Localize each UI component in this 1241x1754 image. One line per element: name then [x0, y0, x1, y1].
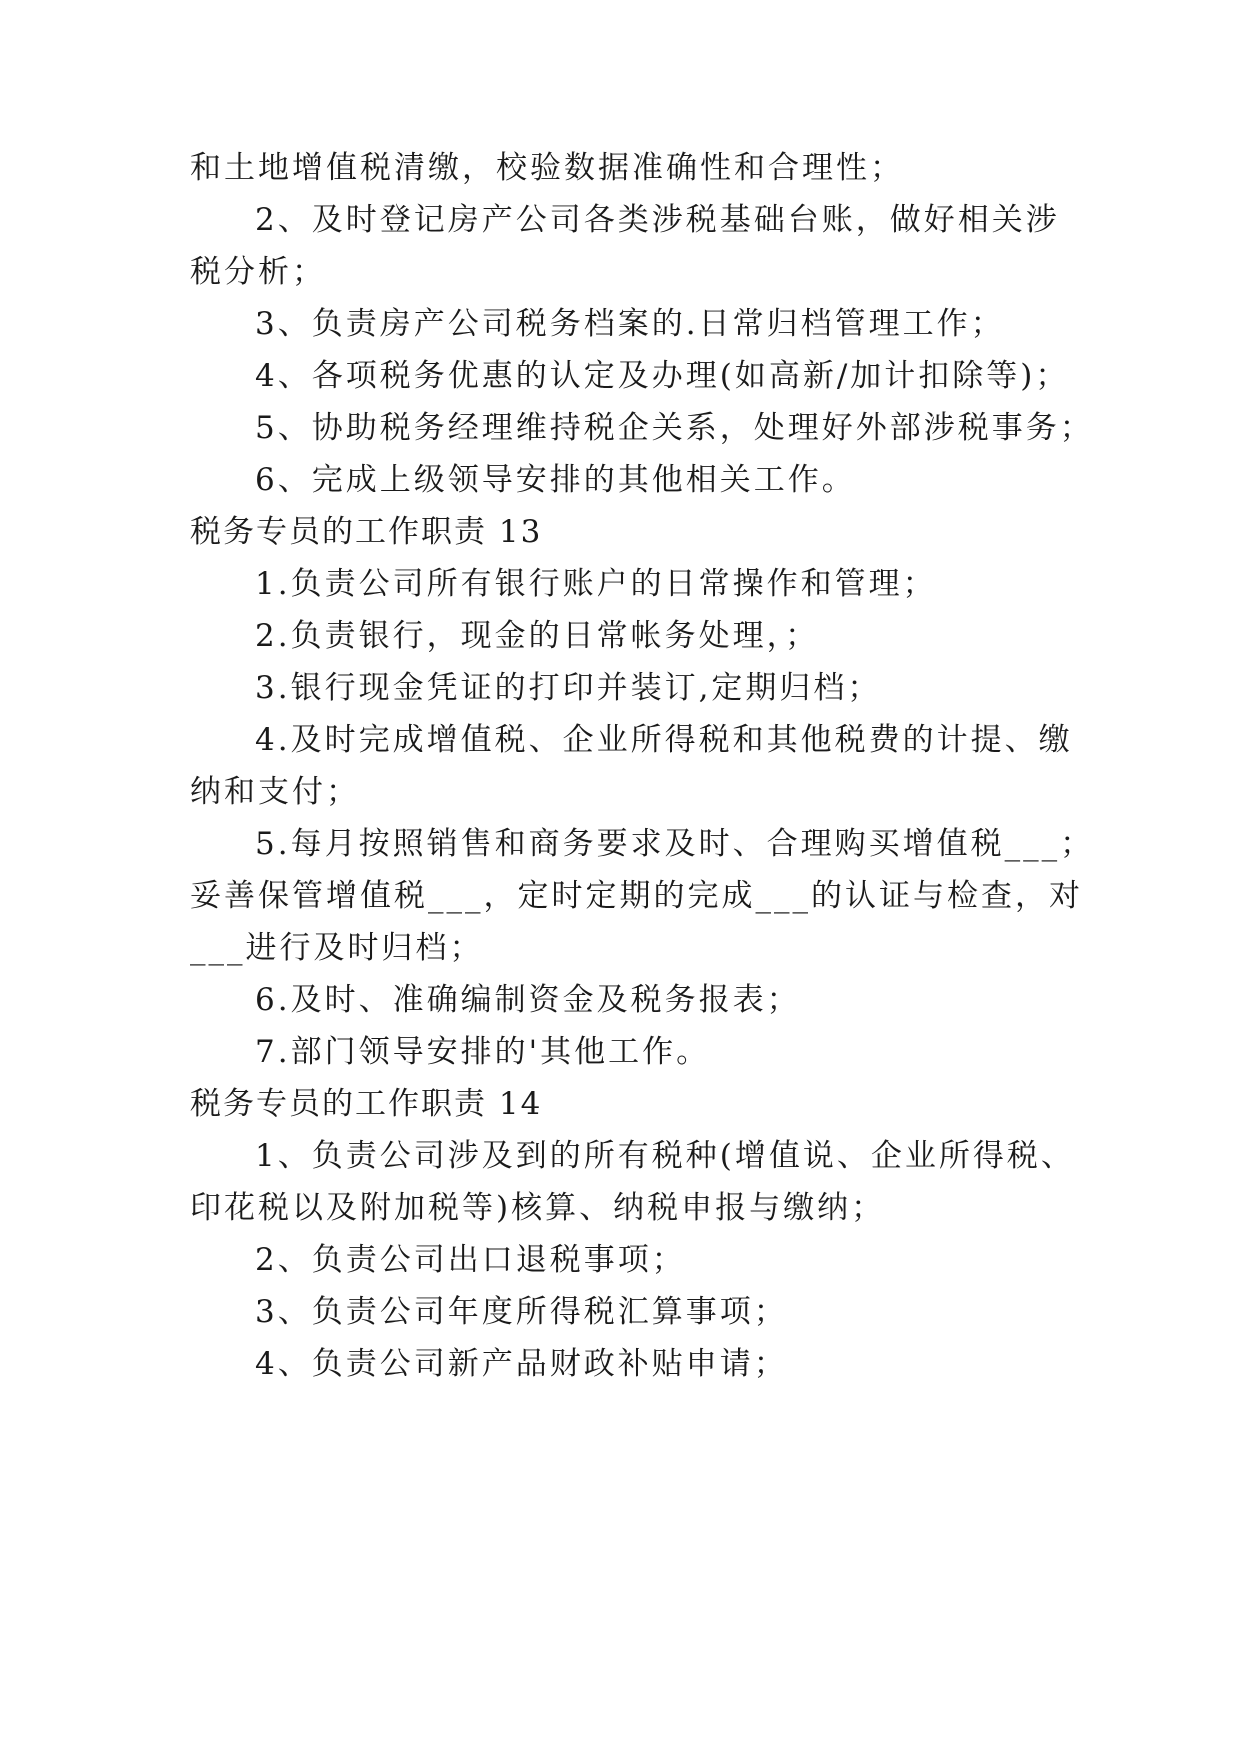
list-item: 2、负责公司出口退税事项； — [255, 1242, 686, 1278]
list-item: 1、负责公司涉及到的所有税种(增值说、企业所得税、 — [255, 1138, 1075, 1174]
text-line: 纳和支付； — [190, 774, 360, 810]
list-item: 3、负责房产公司税务档案的.日常归档管理工作； — [255, 306, 1005, 342]
list-item: 1.负责公司所有银行账户的日常操作和管理； — [255, 566, 937, 602]
list-item: 7.部门领导安排的'其他工作。 — [255, 1034, 711, 1070]
list-item: 6.及时、准确编制资金及税务报表； — [255, 982, 801, 1018]
list-item: 2、及时登记房产公司各类涉税基础台账，做好相关涉 — [255, 202, 1060, 238]
section-heading: 税务专员的工作职责 13 — [190, 514, 543, 550]
list-item: 4、负责公司新产品财政补贴申请； — [255, 1346, 788, 1382]
section-heading: 税务专员的工作职责 14 — [190, 1086, 543, 1122]
list-item: 2.负责银行，现金的日常帐务处理，； — [255, 618, 820, 654]
list-item: 3、负责公司年度所得税汇算事项； — [255, 1294, 788, 1330]
list-item: 3.银行现金凭证的打印并装订,定期归档； — [255, 670, 882, 706]
list-item: 6、完成上级领导安排的其他相关工作。 — [255, 462, 856, 498]
text-line: 和土地增值税清缴，校验数据准确性和合理性； — [190, 150, 904, 186]
list-item: 4、各项税务优惠的认定及办理(如高新/加计扣除等)； — [255, 358, 1070, 394]
list-item: 4.及时完成增值税、企业所得税和其他税费的计提、缴 — [255, 722, 1073, 758]
list-item: 5.每月按照销售和商务要求及时、合理购买增值税___； — [255, 826, 1095, 862]
text-line: 印花税以及附加税等)核算、纳税申报与缴纳； — [190, 1190, 886, 1226]
text-line: ___进行及时归档； — [190, 930, 484, 966]
text-line: 税分析； — [190, 254, 326, 290]
list-item: 5、协助税务经理维持税企关系，处理好外部涉税事务； — [255, 410, 1094, 446]
text-line: 妥善保管增值税___，定时定期的完成___的认证与检查，对 — [190, 878, 1083, 914]
